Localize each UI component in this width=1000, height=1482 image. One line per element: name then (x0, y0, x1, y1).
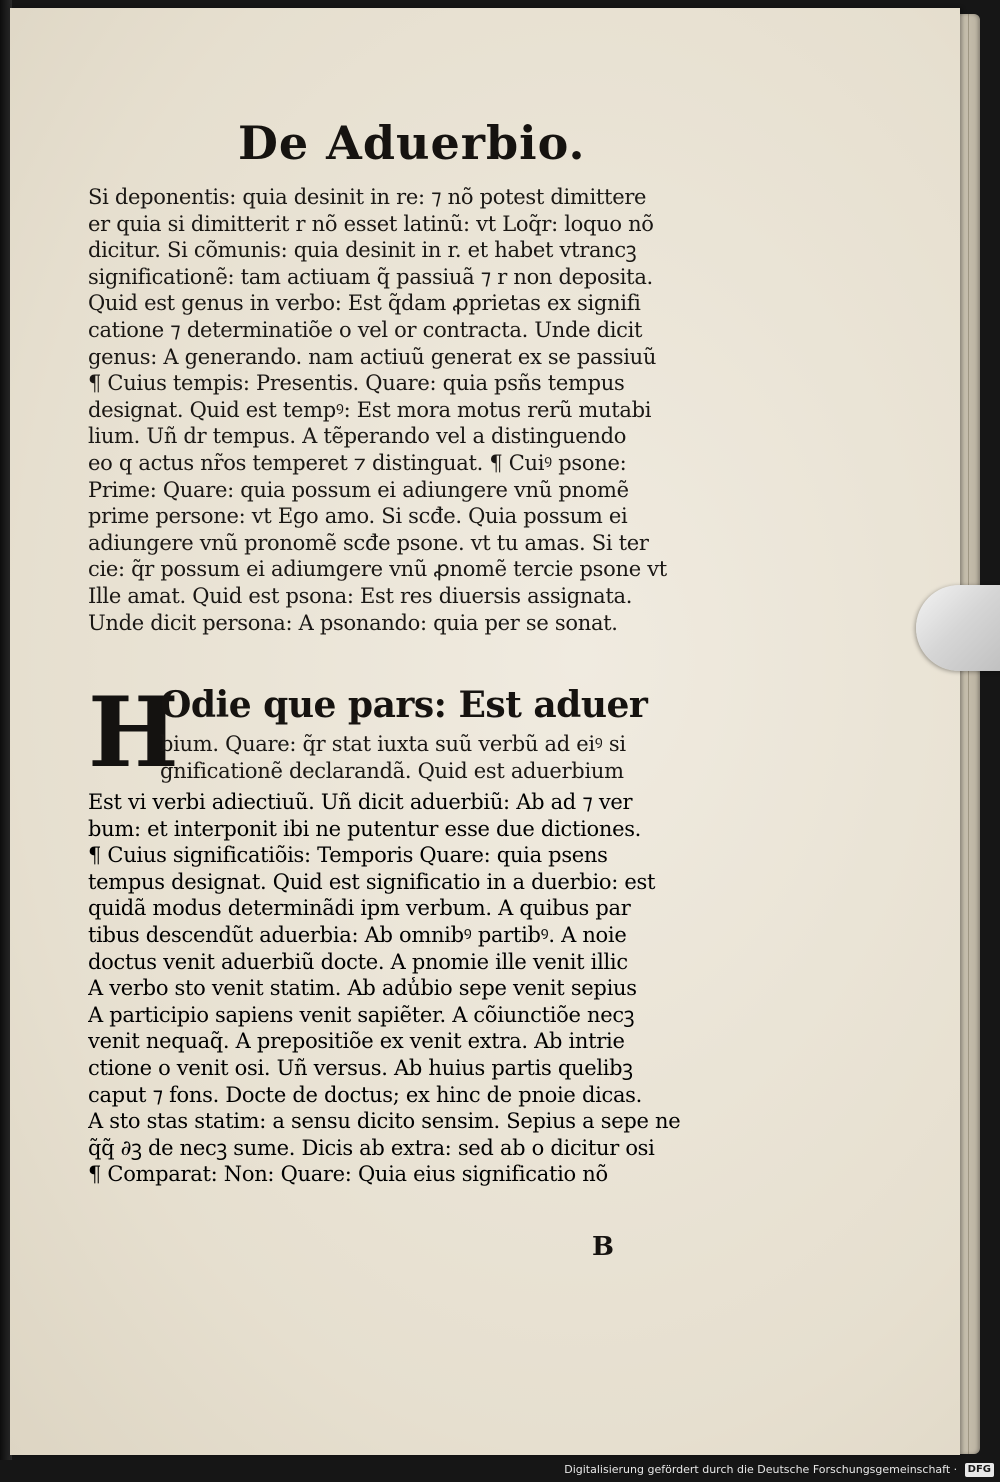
text-line: ¶ Cuius tempis: Presentis. Quare: quia psñs tempus (88, 371, 625, 396)
signature-mark: B (592, 1232, 614, 1262)
text-line: q̃q̃ ∂ꝫ de necꝫ sume. Dicis ab extra: sed ab o dicitur osi (88, 1135, 655, 1160)
text-line: A participio sapiens venit sapiẽter. A cõiunctiõe necꝫ (88, 1002, 635, 1027)
text-line: catione ⁊ determinatiõe o vel or contracta. Unde dicit (88, 317, 643, 342)
text-line: quidã modus determinãdi ipm verbum. A quibus par (88, 896, 631, 921)
text-line: ctione o venit osi. Uñ versus. Ab huius partis quelibꝫ (88, 1055, 633, 1080)
text-line: Quid est genus in verbo: Est q̃dam ꝓprietas ex signifi (88, 291, 641, 316)
text-line: ¶ Cuius significatiõis: Temporis Quare: quia psens (88, 843, 608, 868)
text-line: designat. Quid est tempꝰ: Est mora motus rerũ mutabi (88, 397, 652, 422)
indented-line: bium. Quare: q̃r stat iuxta suũ verbũ ad eiꝰ si (160, 732, 626, 756)
text-line: adiungere vnũ pronomẽ scđe psone. vt tu amas. Si ter (88, 530, 649, 555)
text-line: Ille amat. Quid est psona: Est res diuersis assignata. (88, 583, 633, 608)
text-line: venit nequaq̃. A prepositiõe ex venit extra. Ab intrie (88, 1029, 625, 1054)
text-line: Est vi verbi adiectiuũ. Uñ dicit aduerbiũ: Ab ad ⁊ ver (88, 790, 633, 814)
page-clip (916, 585, 1000, 671)
footer-credit-text: Digitalisierung gefördert durch die Deutsche Forschungsgemeinschaft · (564, 1463, 958, 1476)
footer-credit (564, 1460, 994, 1480)
text-line: genus: A generando. nam actiuũ generat ex se passiuũ (88, 344, 657, 369)
text-line: dicitur. Si cõmunis: quia desinit in r. et habet vtrancꝫ (88, 238, 637, 263)
text-block-upper (88, 184, 694, 636)
text-line: eo q actus nr̃os temperet ⁊ distinguat. ¶ Cuiꝰ psone: (88, 450, 627, 475)
indented-line: gnificationẽ declarandã. Quid est aduerbium (160, 759, 624, 783)
text-line: tibus descendũt aduerbia: Ab omnibꝰ partibꝰ. A noie (88, 922, 627, 947)
text-line: significationẽ: tam actiuam q̃ passiuã ⁊ r non deposita. (88, 264, 653, 289)
text-line: prime persone: vt Ego amo. Si scđe. Quia possum ei (88, 504, 628, 529)
section-opening-line: Odie que pars: Est aduer (160, 684, 648, 726)
text-line: A sto stas statim: a sensu dicito sensim. Sepius a sepe ne (88, 1109, 681, 1134)
text-line: Unde dicit persona: A psonando: quia per se sonat. (88, 610, 618, 635)
text-line: caput ⁊ fons. Docte de doctus; ex hinc de pnoie dicas. (88, 1082, 643, 1107)
text-line: A verbo sto venit statim. Ab adu̾bio sepe venit sepius (88, 976, 637, 1001)
dfg-logo: DFG (965, 1463, 994, 1477)
text-line: Si deponentis: quia desinit in re: ⁊ nõ potest dimittere (88, 185, 647, 209)
text-line: cie: q̃r possum ei adiumgere vnũ ꝓnomẽ tercie psone vt (88, 557, 667, 582)
text-line: ¶ Comparat: Non: Quare: Quia eius significatio nõ (88, 1162, 608, 1187)
text-lines-lower (88, 789, 694, 1188)
text-line: bum: et interponit ibi ne putentur esse due dictiones. (88, 816, 642, 841)
text-line: lium. Uñ dr tempus. A tẽperando vel a distinguendo (88, 424, 627, 449)
text-line: Prime: Quare: quia possum ei adiungere vnũ pnomẽ (88, 477, 629, 502)
text-line: doctus venit aduerbiũ docte. A pnomie ille venit illic (88, 949, 628, 974)
page-heading: De Aduerbio. (238, 116, 586, 170)
decorated-initial: H (88, 676, 179, 789)
text-line: tempus designat. Quid est significatio in a duerbio: est (88, 869, 656, 894)
text-line: er quia si dimitterit r nõ esset latinũ: vt Loq̃r: loquo nõ (88, 211, 654, 236)
